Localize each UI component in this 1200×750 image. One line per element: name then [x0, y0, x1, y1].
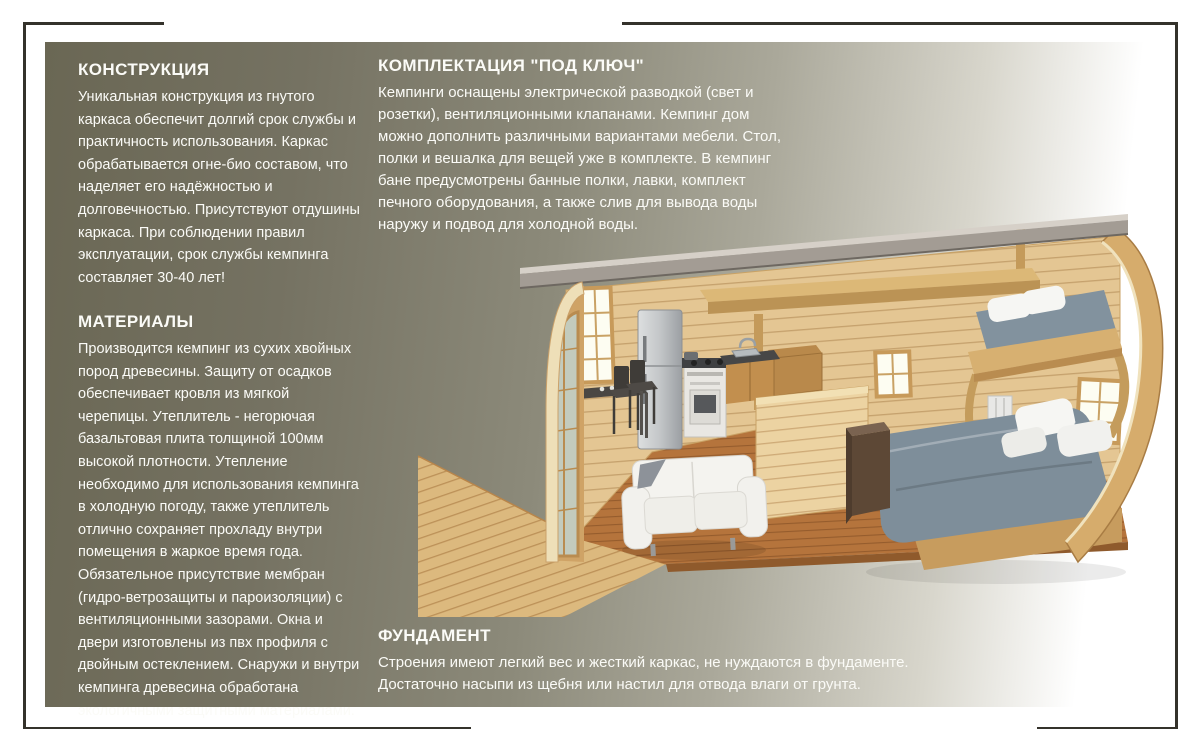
- construction-heading: КОНСТРУКЦИЯ: [78, 60, 210, 79]
- foundation-body: Строения имеют легкий вес и жесткий каркас, не нуждаются в фундаменте. Достаточно насыпи из щебня или настил для отвода влаги от грунта.: [378, 654, 909, 693]
- stove: [682, 352, 728, 437]
- frame-right-edge: [1175, 22, 1178, 729]
- construction-body: Уникальная конструкция из гнутого каркаса обеспечит долгий срок службы и практичность использования. Каркас обрабатывается огне-био составом, что наделяет его надёжностью и долговечностью. Присутствуют отдушины каркаса. При соблюдении правил эксплуатации, срок службы кемпинга составляет 30-40 лет!: [78, 89, 360, 286]
- turnkey-heading: КОМПЛЕКТАЦИЯ "ПОД КЛЮЧ": [378, 56, 645, 75]
- turnkey-body: Кемпинги оснащены электрической разводкой (свет и розетки), вентиляционными клапанами. Кемпинг дом можно дополнить различными вариантами мебели. Стол, полки и вешалка для вещей уже в комплекте. В кемпинг бане предусмотрены банные полки, лавки, комплект печного оборудования, а также слив для вывода воды наружу и подвод для холодной воды.: [378, 84, 781, 233]
- frame-top-left: [23, 22, 164, 25]
- frame-bottom-right: [1037, 727, 1177, 730]
- section-construction: [78, 60, 362, 289]
- frame-top-right: [622, 22, 1177, 25]
- section-materials: [78, 312, 362, 722]
- left-facade: [546, 282, 584, 562]
- frame-bottom-left: [23, 727, 471, 730]
- cabin-cutaway-illustration: [416, 190, 1164, 618]
- section-foundation: [378, 626, 938, 696]
- back-window-middle: [873, 349, 913, 398]
- foundation-heading: ФУНДАМЕНТ: [378, 626, 491, 645]
- frame-left-edge: [23, 22, 26, 729]
- console-cabinet: [846, 422, 890, 524]
- materials-heading: МАТЕРИАЛЫ: [78, 312, 194, 331]
- materials-body: Производится кемпинг из сухих хвойных пород древесины. Защиту от осадков обеспечивает кровля из мягкой черепицы. Утеплитель - негорючая базальтовая плита толщиной 100мм высокой плотности. Утепление необходимо для использования кемпинга в холодную погоду, также утеплитель отлично сохраняет прохладу внутри помещения в жаркое время года. Обязательное присутствие мембран (гидро-ветрозащиты и пароизоляции) с вентиляционными зазорами. Окна и двери изготовлены из пвх профиля с двойным остеклением. Снаружи и внутри кемпинга древесина обработана экологичными защитными материалами.: [78, 341, 360, 719]
